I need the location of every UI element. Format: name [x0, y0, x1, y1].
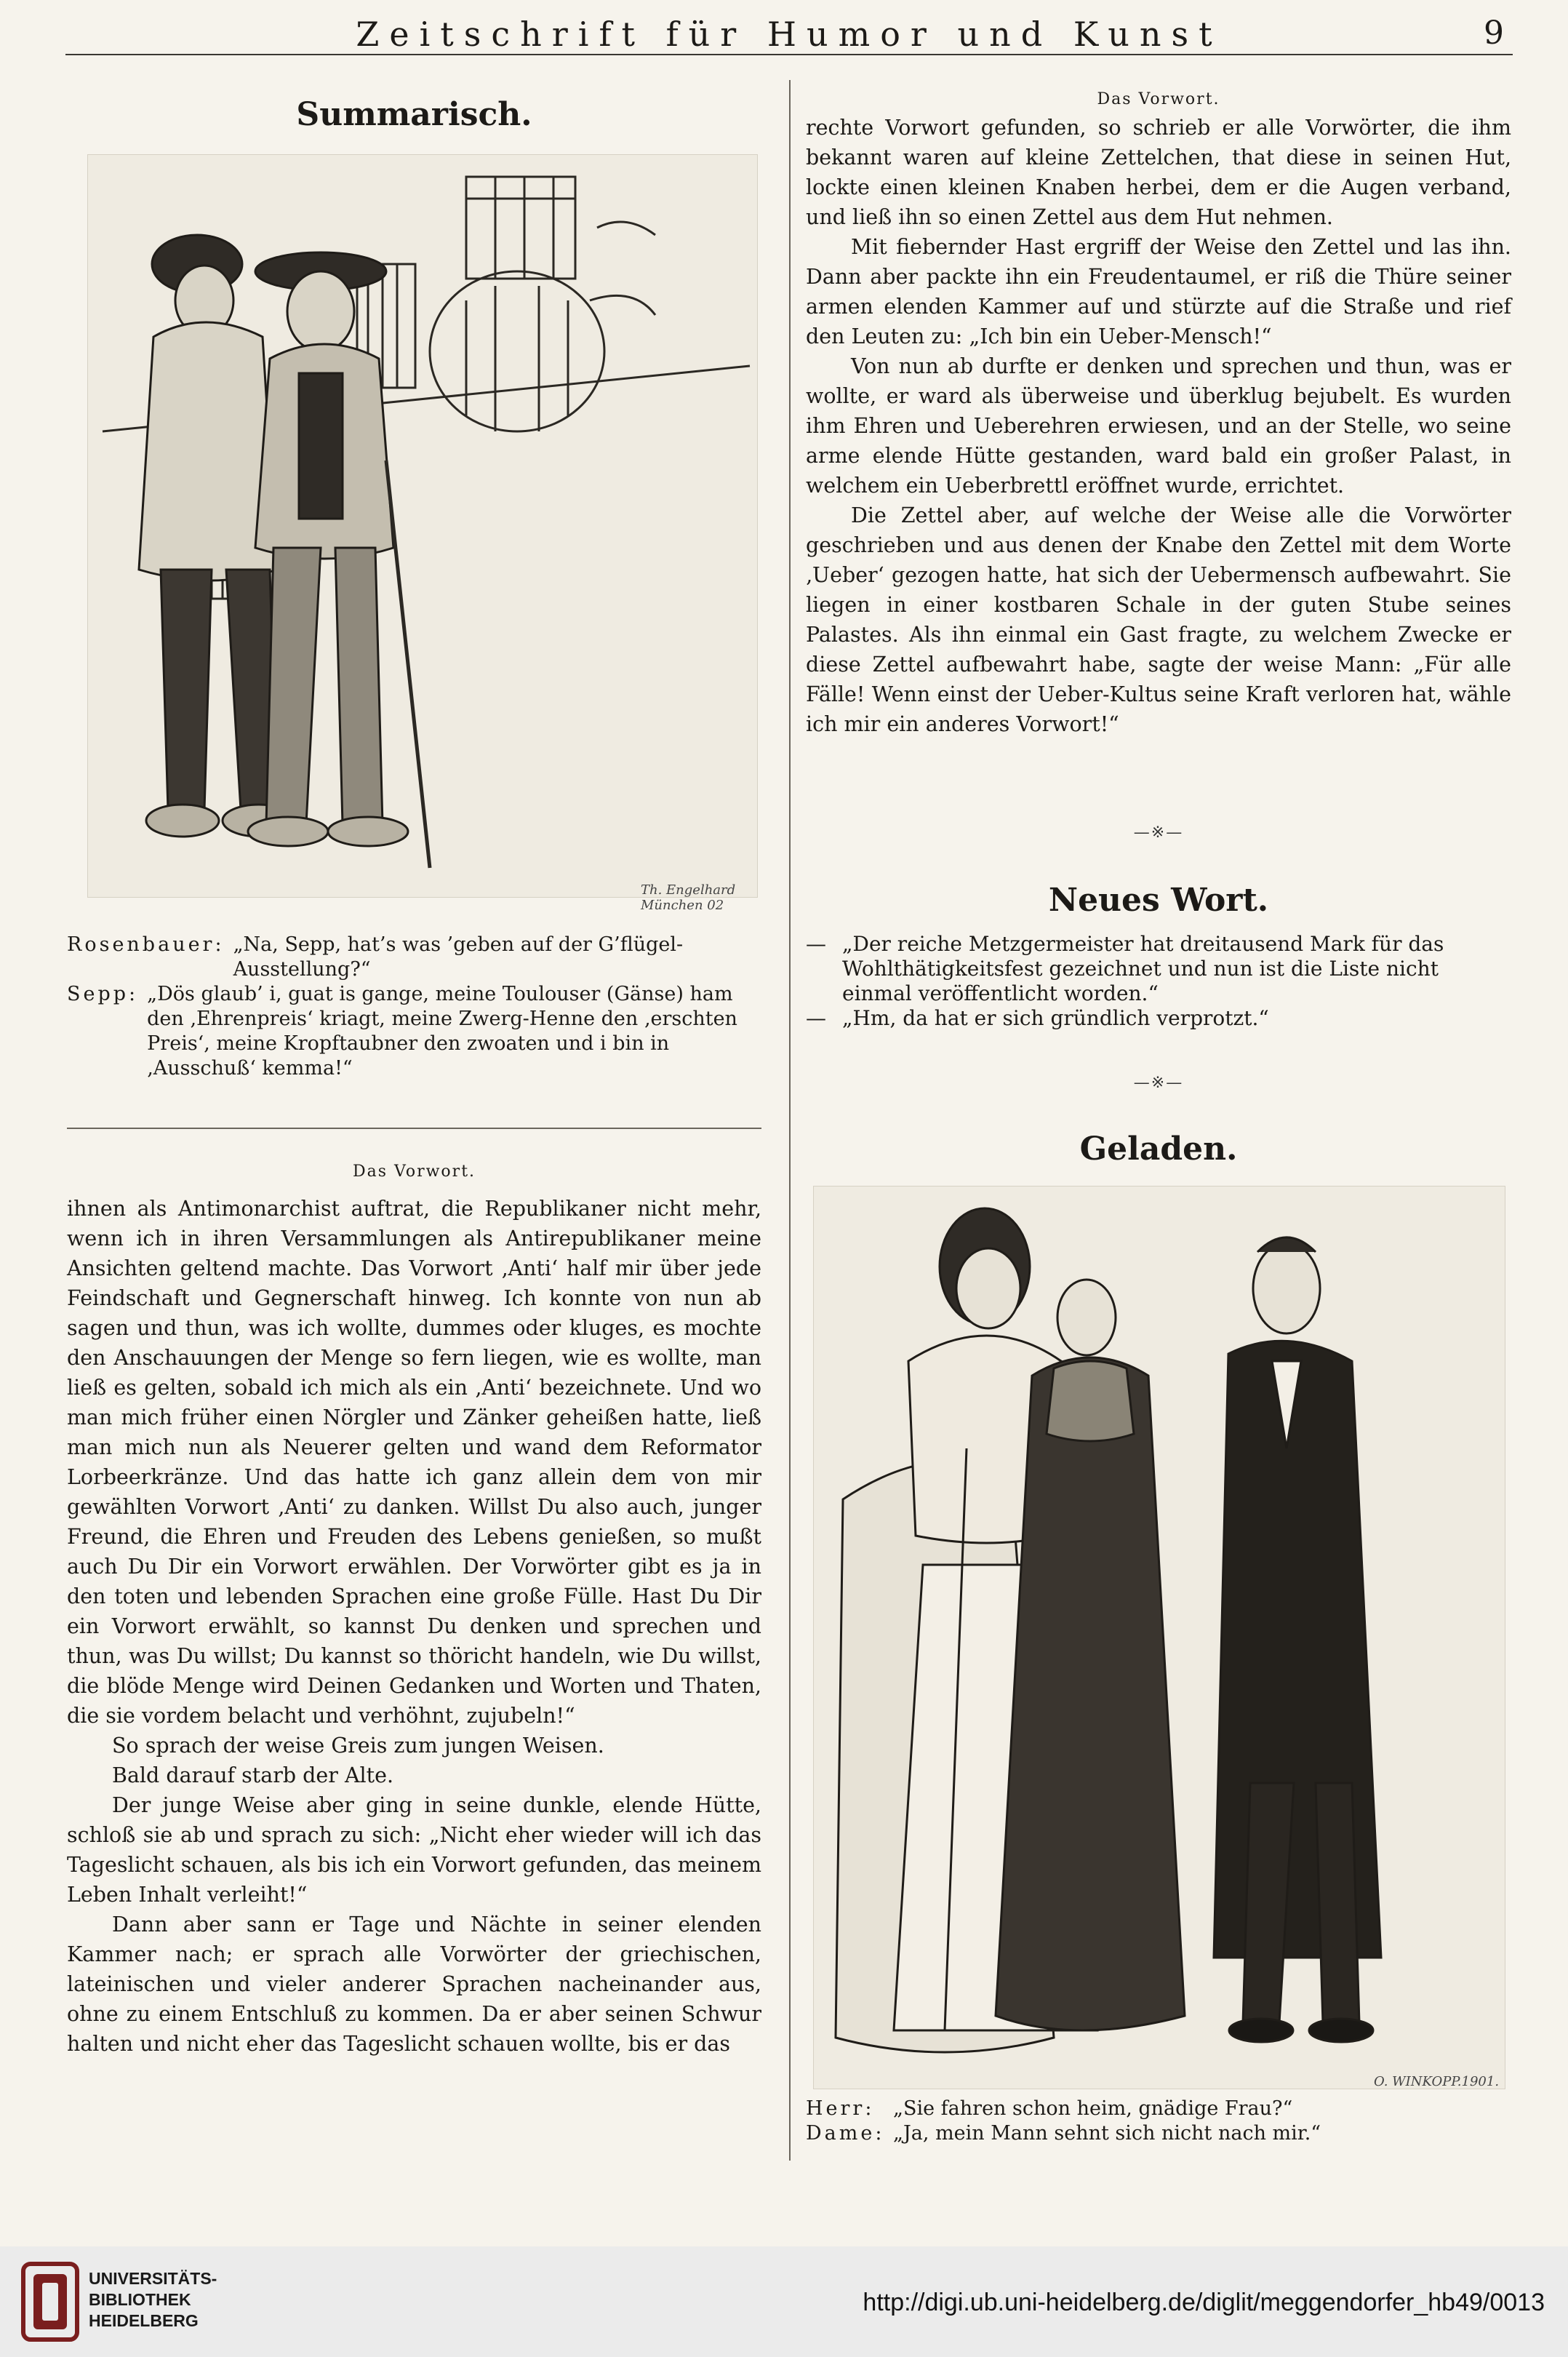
caption-line: [67, 982, 761, 1081]
section-divider: —※—: [1133, 823, 1184, 842]
paragraph: rechte Vorwort gefunden, so schrieb er alle Vorwörter, die ihm bekannt waren auf kleine Zettelchen, that diese in seinen Hut, lockte einen kleinen Knaben herbei, dem er die Augen verband, und ließ ihn so einen Zettel aus dem Hut nehmen.: [806, 116, 1511, 229]
speech-rosenbauer: „Na, Sepp, hat’s was ’geben auf der G’flügel-Ausstellung?“: [233, 933, 684, 981]
geladen-title: Geladen.: [1079, 1130, 1238, 1168]
dialog-text: „Hm, da hat er sich gründlich verprotzt.“: [842, 1006, 1269, 1030]
geladen-title-block: [806, 1130, 1511, 1168]
neues-wort-title: Neues Wort.: [1048, 882, 1269, 919]
caption-line: [806, 2121, 1511, 2146]
paragraph: Bald darauf starb der Alte.: [112, 1763, 394, 1787]
dialog-line: [806, 1006, 1511, 1031]
summarisch-caption: [67, 933, 761, 1081]
section-divider: —※—: [1133, 1074, 1184, 1092]
vorwort-left-block: [67, 1162, 761, 2059]
summarisch-title: Summarisch.: [296, 96, 532, 133]
journal-title: Zeitschrift für Humor und Kunst: [356, 15, 1223, 54]
summarisch-illustration: [87, 154, 758, 913]
speaker-sepp: Sepp:: [67, 983, 139, 1005]
speaker-dame: Dame:: [806, 2122, 885, 2145]
page-number: 9: [1484, 15, 1504, 52]
speech-dame: „Ja, mein Mann sehnt sich nicht nach mir.“: [893, 2122, 1321, 2145]
speaker-rosenbauer: Rosenbauer:: [67, 933, 225, 956]
summarisch-title-block: [67, 96, 761, 133]
vorwort-running-head-left: Das Vorwort.: [352, 1162, 476, 1181]
speaker-herr: Herr:: [806, 2097, 875, 2120]
two-farmers-drawing: [88, 155, 757, 897]
vorwort-right-text: [806, 113, 1511, 739]
geladen-artist-signature: O. WINKOPP.1901.: [1374, 2074, 1500, 2089]
column-rule: [789, 80, 791, 2161]
paragraph: ihnen als Antimonarchist auftrat, die Republikaner nicht mehr, wenn ich in ihren Versammlungen als Antirepublikaner meine Ansichten geltend machte. Das Vorwort ‚Anti‘ half mir über jede Feindschaft und Gegnerschaft hinweg. Ich konnte von nun ab sagen und thun, was ich wollte, dummes oder kluges, es mochte den Anschauungen der Menge so fern liegen, wie es wollte, man ließ es gelten, sobald ich mich als ein ‚Anti‘ bezeichnete. Und wo man mich früher einen Nörgler und Zänker geheißen hatte, ließ man mich nun als Neuerer gelten und wand dem Reformator Lorbeerkränze. Und das hatte ich ganz allein dem von mir gewählten Vorwort ‚Anti‘ zu danken. Willst Du also auch, junger Freund, die Ehren und Freuden des Lebens genießen, so mußt auch Du Dir ein Vorwort erwählen. Der Vorwörter gibt es ja in den toten und lebenden Sprachen eine große Fülle. Hast Du Dir ein Vorwort erwählt, so kannst Du denken und sprechen und thun, was Du willst; Du kannst so thöricht handeln, wie Du willst, die blöde Menge wird Deinen Gedanken und Worten und Thaten, die sie vordem belacht und verhöhnt, zujubeln!“: [67, 1197, 761, 1728]
library-footer: [0, 2246, 1568, 2357]
paragraph: Die Zettel aber, auf welche der Weise alle die Vorwörter geschrieben und aus denen der Knabe den Zettel mit dem Worte ‚Ueber‘ gezogen hatte, hat sich der Uebermensch aufbewahrt. Sie liegen in einer kostbaren Schale in der guten Stube seines Palastes. Als ihn einmal ein Gast fragte, zu welchem Zwecke er diese Zettel aufbewahrt habe, sagte der weise Mann: „Für alle Fälle! Wenn einst der Ueber-Kultus seine Kraft verloren hat, wähle ich mir ein anderes Vorwort!“: [806, 503, 1511, 736]
paragraph: Dann aber sann er Tage und Nächte in seiner elenden Kammer nach; er sprach alle Vorwörter der griechischen, lateinischen und vieler anderer Sprachen nacheinander aus, ohne zu einem Entschluß zu kommen. Da er aber seinen Schwur halten und nicht eher das Tageslicht schauen wollte, bis er das: [67, 1913, 761, 2056]
permalink-url[interactable]: http://digi.ub.uni-heidelberg.de/diglit/meggendorfer_hb49/0013: [863, 2289, 1545, 2316]
library-name: [89, 2268, 217, 2332]
library-name-line: UNIVERSITÄTS-: [89, 2269, 217, 2288]
vorwort-right-block: [806, 90, 1511, 739]
geladen-illustration: [813, 1186, 1505, 2089]
dialog-text: „Der reiche Metzgermeister hat dreitausend Mark für das Wohlthätigkeitsfest gezeichnet und nun ist die Liste nicht einmal veröffentlicht worden.“: [842, 932, 1444, 1005]
page-header: [65, 10, 1513, 55]
university-seal-icon: [20, 2261, 80, 2342]
speech-herr: „Sie fahren schon heim, gnädige Frau?“: [893, 2097, 1293, 2120]
speech-sepp: „Dös glaub’ i, guat is gange, meine Toulouser (Gänse) ham den ‚Ehrenpreis‘ kriagt, meine Zwerg-Henne den ‚erschten Preis‘, meine Kropftaubner den zwoaten und i bin in ‚Ausschuß‘ kemma!“: [147, 983, 737, 1080]
library-name-line: HEIDELBERG: [89, 2311, 199, 2330]
caption-line: [67, 933, 761, 982]
caption-line: [806, 2097, 1511, 2121]
library-name-line: BIBLIOTHEK: [89, 2290, 191, 2309]
dialog-dash: —: [806, 932, 826, 956]
summarisch-artist-signature: Th. Engelhard München 02: [641, 882, 736, 913]
paragraph: Der junge Weise aber ging in seine dunkle, elende Hütte, schloß sie ab und sprach zu sich: „Nicht eher wieder will ich das Tageslicht schauen, als bis ich ein Vorwort gefunden, das meinem Leben Inhalt verleiht!“: [67, 1793, 761, 1907]
vorwort-running-head-right: Das Vorwort.: [1097, 90, 1220, 108]
section-rule: [67, 1128, 761, 1129]
neues-wort-block: [806, 882, 1511, 1031]
neues-wort-dialog: [806, 932, 1511, 1031]
paragraph: Mit fiebernder Hast ergriff der Weise den Zettel und las ihn. Dann aber packte ihn ein Freudentaumel, er riß die Thüre seiner armen elenden Kammer auf und stürzte auf die Straße und rief den Leuten zu: „Ich bin ein Ueber-Mensch!“: [806, 235, 1511, 348]
geladen-caption: [806, 2097, 1511, 2146]
paragraph: So sprach der weise Greis zum jungen Weisen.: [112, 1734, 604, 1758]
dialog-line: [806, 932, 1511, 1006]
dialog-dash: —: [806, 1006, 826, 1030]
three-figures-drawing: [814, 1187, 1505, 2089]
vorwort-left-text: [67, 1194, 761, 2059]
paragraph: Von nun ab durfte er denken und sprechen und thun, was er wollte, er ward als überweise und überklug bejubelt. Es wurden ihm Ehren und Ueberehren erwiesen, und an der Stelle, wo seine arme elende Hütte gestanden, ward bald ein großer Palast, in welchem ein Ueberbrettl eröffnet wurde, errichtet.: [806, 354, 1511, 498]
